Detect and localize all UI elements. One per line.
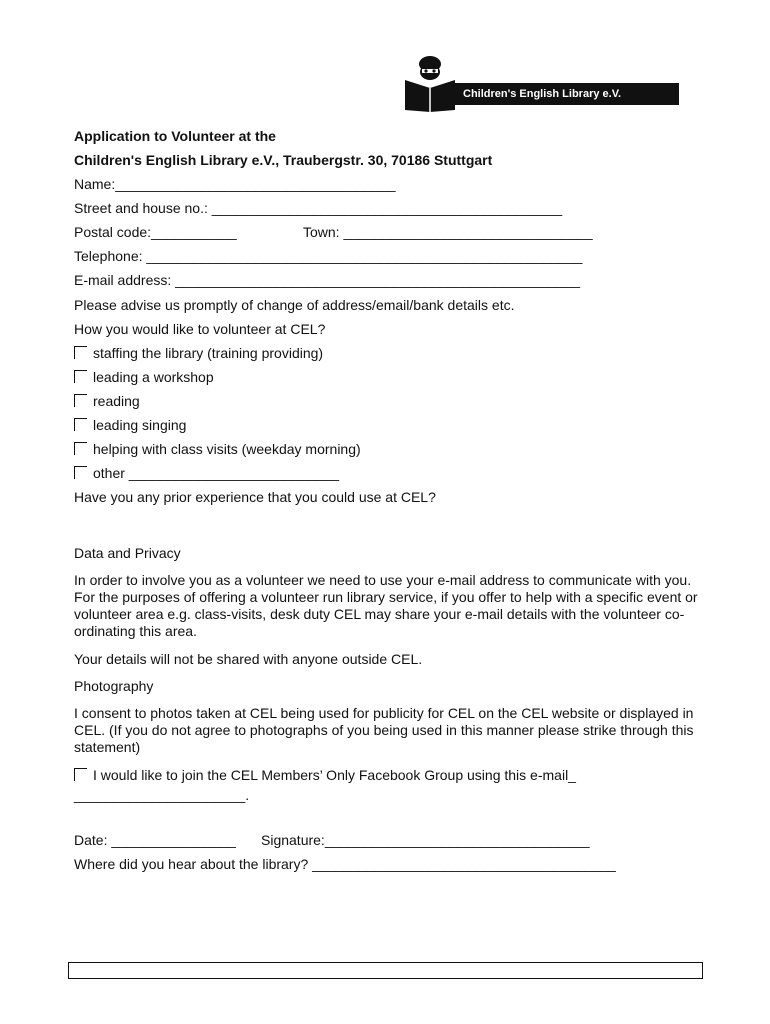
child-reading-icon xyxy=(403,50,463,112)
data-privacy-text: In order to involve you as a volunteer we need to use your e-mail address to communicate with you. For the purposes of offering a volunteer run library service, if you offer to help with a specific event or volunteer area e.g. class-visits, desk duty CEL may share your e-mail details with the volunteer co-ordinating this area. xyxy=(74,572,698,639)
name-field[interactable]: Name:____________________________________ xyxy=(74,176,396,192)
data-privacy-heading: Data and Privacy xyxy=(74,545,181,561)
checkbox[interactable] xyxy=(74,768,87,781)
date-field[interactable]: Date: ________________ xyxy=(74,832,236,848)
facebook-email-field[interactable]: ______________________. xyxy=(74,787,250,803)
photography-heading: Photography xyxy=(74,678,154,694)
option-workshop[interactable] xyxy=(74,368,214,386)
postal-code-field[interactable]: Postal code:___________ xyxy=(74,224,237,240)
street-field[interactable]: Street and house no.: _____________________________________________ xyxy=(74,200,563,216)
checkbox[interactable] xyxy=(74,346,87,359)
checkbox[interactable] xyxy=(74,418,87,431)
option-class-visits[interactable] xyxy=(74,440,361,458)
option-label: staffing the library (training providing) xyxy=(93,345,324,361)
option-label: reading xyxy=(93,393,140,409)
option-staffing[interactable] xyxy=(74,344,323,362)
footer-box xyxy=(68,962,703,979)
checkbox[interactable] xyxy=(74,442,87,455)
library-logo xyxy=(403,50,679,112)
signature-field[interactable]: Signature:__________________________________ xyxy=(261,832,590,848)
option-reading[interactable] xyxy=(74,392,140,410)
logo-text: Children's English Library e.V. xyxy=(455,83,679,105)
option-label: leading a workshop xyxy=(93,369,214,385)
checkbox[interactable] xyxy=(74,394,87,407)
facebook-option[interactable] xyxy=(74,766,576,784)
email-field[interactable]: E-mail address: ____________________________________________________ xyxy=(74,272,581,288)
advise-note: Please advise us promptly of change of address/email/bank details etc. xyxy=(74,297,515,313)
option-other[interactable] xyxy=(74,464,339,482)
not-shared-note: Your details will not be shared with anyone outside CEL. xyxy=(74,651,423,667)
checkbox[interactable] xyxy=(74,370,87,383)
option-singing[interactable] xyxy=(74,416,186,434)
checkbox[interactable] xyxy=(74,466,87,479)
facebook-label: I would like to join the CEL Members’ Only Facebook Group using this e-mail_ xyxy=(93,767,576,783)
telephone-field[interactable]: Telephone: ________________________________________________________ xyxy=(74,248,583,264)
library-address: Children's English Library e.V., Traubergstr. 30, 70186 Stuttgart xyxy=(74,152,493,168)
experience-question: Have you any prior experience that you could use at CEL? xyxy=(74,489,436,505)
town-field[interactable]: Town: ________________________________ xyxy=(303,224,593,240)
hear-about-field[interactable]: Where did you hear about the library? _______________________________________ xyxy=(74,856,616,872)
option-label: helping with class visits (weekday morning) xyxy=(93,441,361,457)
photography-text: I consent to photos taken at CEL being used for publicity for CEL on the CEL website or displayed in CEL. (If you do not agree to photographs of you being used in this manner please strike through this statement) xyxy=(74,705,694,755)
option-label: leading singing xyxy=(93,417,187,433)
volunteer-question: How you would like to volunteer at CEL? xyxy=(74,321,326,337)
option-label: other ___________________________ xyxy=(93,465,340,481)
form-title: Application to Volunteer at the xyxy=(74,128,276,144)
